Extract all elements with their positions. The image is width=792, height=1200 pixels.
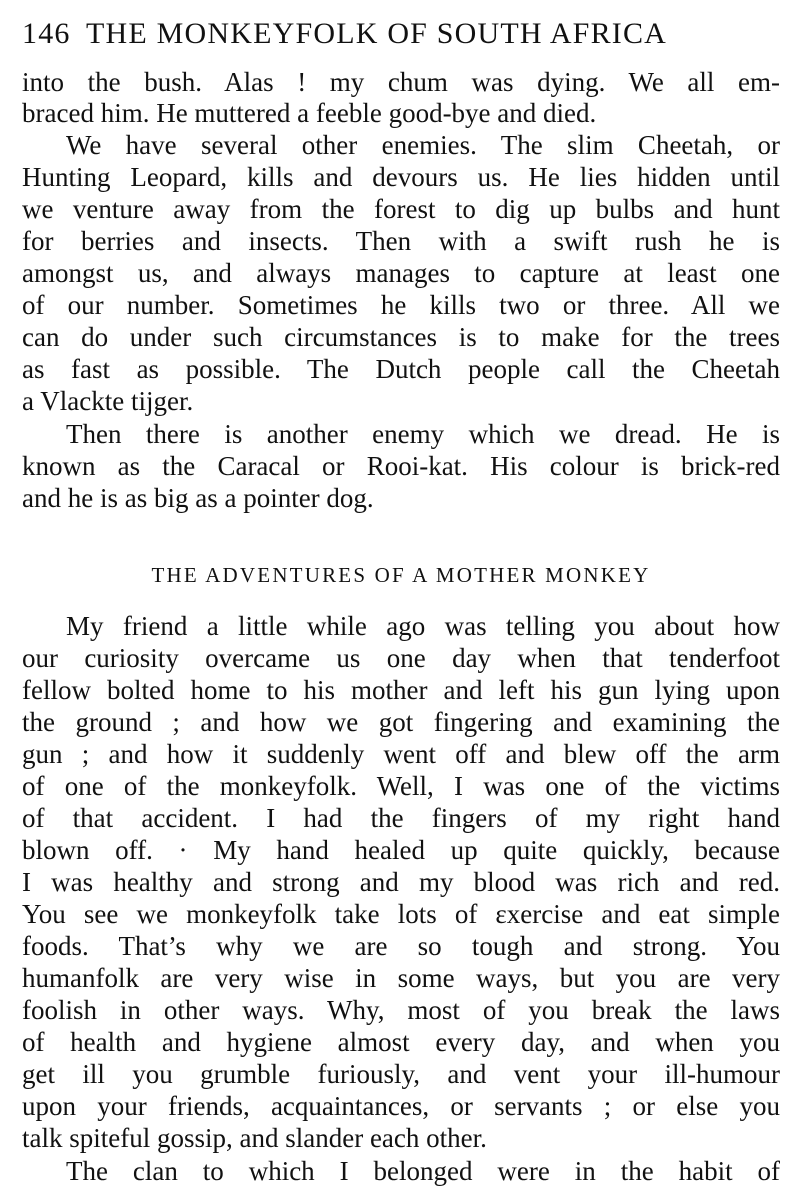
text-line: a Vlackte tijger. bbox=[22, 386, 194, 416]
text-line: as fast as possible. The Dutch people call the Cheetah bbox=[22, 354, 780, 384]
text-line: for berries and insects. Then with a swift rush he is bbox=[22, 226, 780, 256]
text-line: we venture away from the forest to dig up bulbs and hunt bbox=[22, 194, 780, 224]
text-line: talk spiteful gossip, and slander each other. bbox=[22, 1123, 487, 1153]
text-line: upon your friends, acquaintances, or servants ; or else you bbox=[22, 1091, 780, 1121]
text-line: My friend a little while ago was telling you about how bbox=[66, 611, 780, 641]
text-line: can do under such circumstances is to make for the trees bbox=[22, 322, 780, 352]
text-line: the ground ; and how we got fingering and examining the bbox=[22, 707, 780, 737]
text-line: I was healthy and strong and my blood was rich and red. bbox=[22, 867, 780, 897]
text-line: of health and hygiene almost every day, and when you bbox=[22, 1027, 780, 1057]
text-line: fellow bolted home to his mother and left his gun lying upon bbox=[22, 675, 780, 705]
text-line: You see we monkeyfolk take lots of ɛxercise and eat simple bbox=[22, 899, 780, 929]
running-head bbox=[22, 14, 780, 54]
text-line: of that accident. I had the fingers of my right hand bbox=[22, 803, 780, 833]
text-line: our curiosity overcame us one day when that tenderfoot bbox=[22, 643, 780, 673]
text-line: get ill you grumble furiously, and vent your ill-humour bbox=[22, 1059, 780, 1089]
text-line: foods. That’s why we are so tough and strong. You bbox=[22, 931, 780, 961]
text-line: foolish in other ways. Why, most of you break the laws bbox=[22, 995, 780, 1025]
text-line: of our number. Sometimes he kills two or three. All we bbox=[22, 290, 780, 320]
text-line: blown off. · My hand healed up quite quickly, because bbox=[22, 835, 780, 865]
text-line: amongst us, and always manages to capture at least one bbox=[22, 258, 780, 288]
text-line: The clan to which I belonged were in the habit of bbox=[66, 1156, 780, 1186]
text-line: known as the Caracal or Rooi-kat. His colour is brick-red bbox=[22, 451, 780, 481]
text-line: We have several other enemies. The slim Cheetah, or bbox=[66, 130, 780, 160]
running-title: THE MONKEYFOLK OF SOUTH AFRICA bbox=[86, 17, 668, 50]
text-line: Then there is another enemy which we dread. He is bbox=[66, 419, 780, 449]
text-line: of one of the monkeyfolk. Well, I was one of the victims bbox=[22, 771, 780, 801]
text-line: humanfolk are very wise in some ways, but you are very bbox=[22, 963, 780, 993]
section-heading: THE ADVENTURES OF A MOTHER MONKEY bbox=[151, 563, 651, 587]
page-number: 146 bbox=[22, 17, 71, 50]
text-line: gun ; and how it suddenly went off and blew off the arm bbox=[22, 739, 780, 769]
text-line: Hunting Leopard, kills and devours us. He lies hidden until bbox=[22, 162, 780, 192]
text-line: braced him. He muttered a feeble good-bye and died. bbox=[22, 98, 597, 128]
text-line: and he is as big as a pointer dog. bbox=[22, 483, 374, 513]
text-line: into the bush. Alas ! my chum was dying. We all em- bbox=[22, 67, 780, 97]
